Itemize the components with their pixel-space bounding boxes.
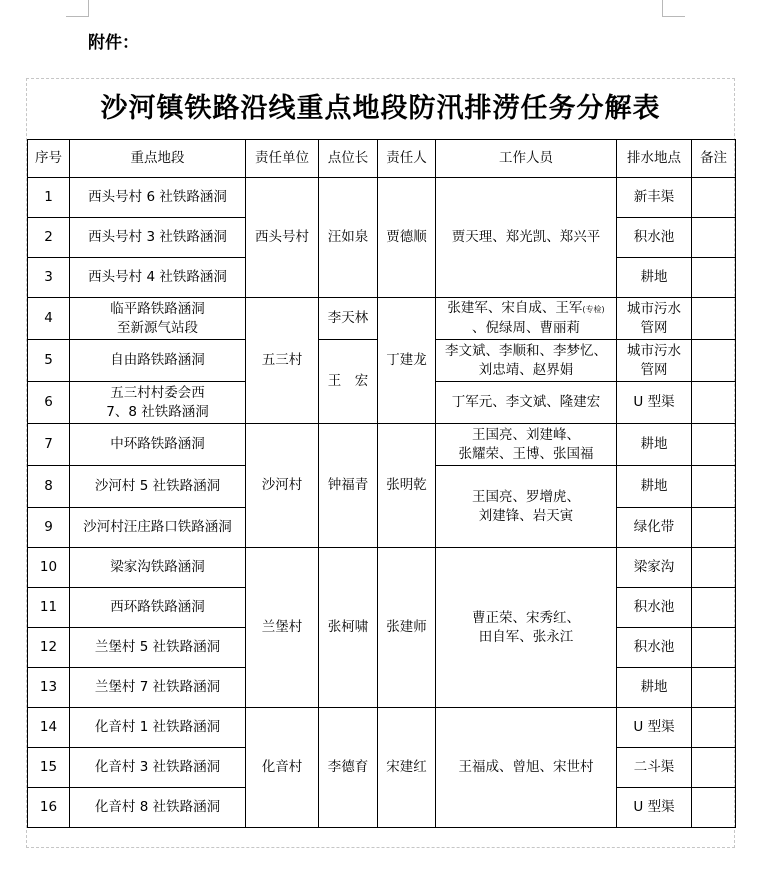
- header-row: [28, 140, 736, 178]
- row-number: 7: [28, 424, 70, 466]
- row-number: 4: [28, 298, 70, 340]
- staff-cell: [436, 298, 617, 340]
- leader-cell: 李天林: [319, 298, 378, 340]
- staff-line: 曹正荣、宋秀红、: [472, 609, 580, 626]
- remark-cell: [692, 668, 736, 708]
- header-cell: 备注: [692, 140, 736, 178]
- location-line: 7、8 社铁路涵洞: [106, 403, 209, 420]
- location-cell: 西环路铁路涵洞: [70, 588, 246, 628]
- staff-cell: [436, 548, 617, 708]
- staff-line: 刘忠靖、赵界娟: [478, 361, 574, 378]
- header-cell: 序号: [28, 140, 70, 178]
- person-cell: 丁建龙: [378, 298, 436, 424]
- location-cell: 化音村 3 社铁路涵洞: [70, 748, 246, 788]
- remark-cell: [692, 788, 736, 828]
- row-number: 6: [28, 382, 70, 424]
- remark-cell: [692, 628, 736, 668]
- location-line: 至新源气站段: [117, 319, 198, 336]
- remark-cell: [692, 508, 736, 548]
- leader-cell: 汪如泉: [319, 178, 378, 298]
- drain-cell: 积水池: [617, 588, 692, 628]
- location-cell: 自由路铁路涵洞: [70, 340, 246, 382]
- staff-names: 张建军、宋自成、王军: [447, 300, 583, 316]
- drain-cell: U 型渠: [617, 788, 692, 828]
- task-table: [27, 139, 736, 828]
- remark-cell: [692, 748, 736, 788]
- drain-cell: 耕地: [617, 258, 692, 298]
- staff-line: 张耀荣、王博、张国福: [458, 445, 594, 462]
- location-cell: 西头号村 6 社铁路涵洞: [70, 178, 246, 218]
- row-number: 2: [28, 218, 70, 258]
- staff-cell: 贾天理、郑光凯、郑兴平: [436, 178, 617, 298]
- drain-line: 管网: [640, 361, 668, 378]
- unit-cell: 化音村: [246, 708, 319, 828]
- document-title: 沙河镇铁路沿线重点地段防汛排涝任务分解表: [100, 93, 661, 124]
- location-cell: 兰堡村 7 社铁路涵洞: [70, 668, 246, 708]
- drain-line: 管网: [640, 319, 668, 336]
- staff-cell: 丁军元、李文斌、隆建宏: [436, 382, 617, 424]
- unit-cell: 沙河村: [246, 424, 319, 548]
- staff-line: 王国亮、刘建峰、: [472, 426, 580, 443]
- remark-cell: [692, 340, 736, 382]
- table-row: [28, 178, 736, 218]
- drain-cell: 梁家沟: [617, 548, 692, 588]
- drain-cell: 二斗渠: [617, 748, 692, 788]
- location-cell: 西头号村 4 社铁路涵洞: [70, 258, 246, 298]
- corner-mark-left: [66, 0, 89, 17]
- remark-cell: [692, 548, 736, 588]
- leader-cell: 李德育: [319, 708, 378, 828]
- drain-line: 城市污水: [627, 342, 681, 359]
- drain-line: 城市污水: [627, 300, 681, 317]
- header-cell: 排水地点: [617, 140, 692, 178]
- person-cell: 宋建红: [378, 708, 436, 828]
- row-number: 16: [28, 788, 70, 828]
- location-cell: [70, 382, 246, 424]
- table-row: [28, 298, 736, 340]
- staff-line: 刘建锋、岩天寅: [478, 507, 574, 524]
- drain-cell: U 型渠: [617, 708, 692, 748]
- remark-cell: [692, 708, 736, 748]
- row-number: 9: [28, 508, 70, 548]
- leader-cell: 钟福青: [319, 424, 378, 548]
- row-number: 15: [28, 748, 70, 788]
- row-number: 3: [28, 258, 70, 298]
- location-cell: 中环路铁路涵洞: [70, 424, 246, 466]
- person-cell: 张建师: [378, 548, 436, 708]
- row-number: 14: [28, 708, 70, 748]
- location-cell: [70, 298, 246, 340]
- drain-cell: 新丰渠: [617, 178, 692, 218]
- location-line: 五三村村委会西: [110, 384, 205, 401]
- header-cell: 责任单位: [246, 140, 319, 178]
- row-number: 11: [28, 588, 70, 628]
- remark-cell: [692, 382, 736, 424]
- row-number: 1: [28, 178, 70, 218]
- location-cell: 西头号村 3 社铁路涵洞: [70, 218, 246, 258]
- drain-cell: 耕地: [617, 668, 692, 708]
- header-cell: 工作人员: [436, 140, 617, 178]
- drain-cell: [617, 298, 692, 340]
- location-cell: 梁家沟铁路涵洞: [70, 548, 246, 588]
- table-row: [28, 708, 736, 748]
- row-number: 8: [28, 466, 70, 508]
- drain-cell: 积水池: [617, 628, 692, 668]
- location-cell: 化音村 8 社铁路涵洞: [70, 788, 246, 828]
- unit-cell: 兰堡村: [246, 548, 319, 708]
- person-cell: 贾德顺: [378, 178, 436, 298]
- remark-cell: [692, 424, 736, 466]
- leader-cell: 张柯啸: [319, 548, 378, 708]
- remark-cell: [692, 298, 736, 340]
- remark-cell: [692, 588, 736, 628]
- drain-cell: 绿化带: [617, 508, 692, 548]
- table-row: [28, 548, 736, 588]
- remark-cell: [692, 466, 736, 508]
- staff-cell: 王福成、曾旭、宋世村: [436, 708, 617, 828]
- location-cell: 沙河村汪庄路口铁路涵洞: [70, 508, 246, 548]
- person-cell: 张明乾: [378, 424, 436, 548]
- staff-cell: [436, 340, 617, 382]
- attachment-label: 附件：: [88, 33, 139, 53]
- staff-line: [438, 299, 614, 319]
- row-number: 5: [28, 340, 70, 382]
- location-cell: 沙河村 5 社铁路涵洞: [70, 466, 246, 508]
- row-number: 10: [28, 548, 70, 588]
- header-cell: 责任人: [378, 140, 436, 178]
- staff-cell: [436, 466, 617, 548]
- row-number: 13: [28, 668, 70, 708]
- leader-cell: 王 宏: [319, 340, 378, 424]
- corner-mark-right: [662, 0, 685, 17]
- drain-cell: [617, 340, 692, 382]
- remark-cell: [692, 218, 736, 258]
- staff-line: 、倪绿周、曹丽莉: [472, 320, 580, 336]
- remark-cell: [692, 258, 736, 298]
- row-number: 12: [28, 628, 70, 668]
- staff-line: 李文斌、李顺和、李梦忆、: [445, 342, 607, 359]
- drain-cell: 积水池: [617, 218, 692, 258]
- staff-line: 田自军、张永江: [478, 628, 574, 645]
- table-row: [28, 424, 736, 466]
- location-cell: 化音村 1 社铁路涵洞: [70, 708, 246, 748]
- unit-cell: 西头号村: [246, 178, 319, 298]
- remark-cell: [692, 178, 736, 218]
- location-line: 临平路铁路涵洞: [110, 300, 205, 317]
- staff-note: (专检): [582, 305, 605, 314]
- staff-cell: [436, 424, 617, 466]
- drain-cell: 耕地: [617, 424, 692, 466]
- location-cell: 兰堡村 5 社铁路涵洞: [70, 628, 246, 668]
- header-cell: 重点地段: [70, 140, 246, 178]
- drain-cell: U 型渠: [617, 382, 692, 424]
- header-cell: 点位长: [319, 140, 378, 178]
- staff-line: 王国亮、罗增虎、: [472, 488, 580, 505]
- drain-cell: 耕地: [617, 466, 692, 508]
- unit-cell: 五三村: [246, 298, 319, 424]
